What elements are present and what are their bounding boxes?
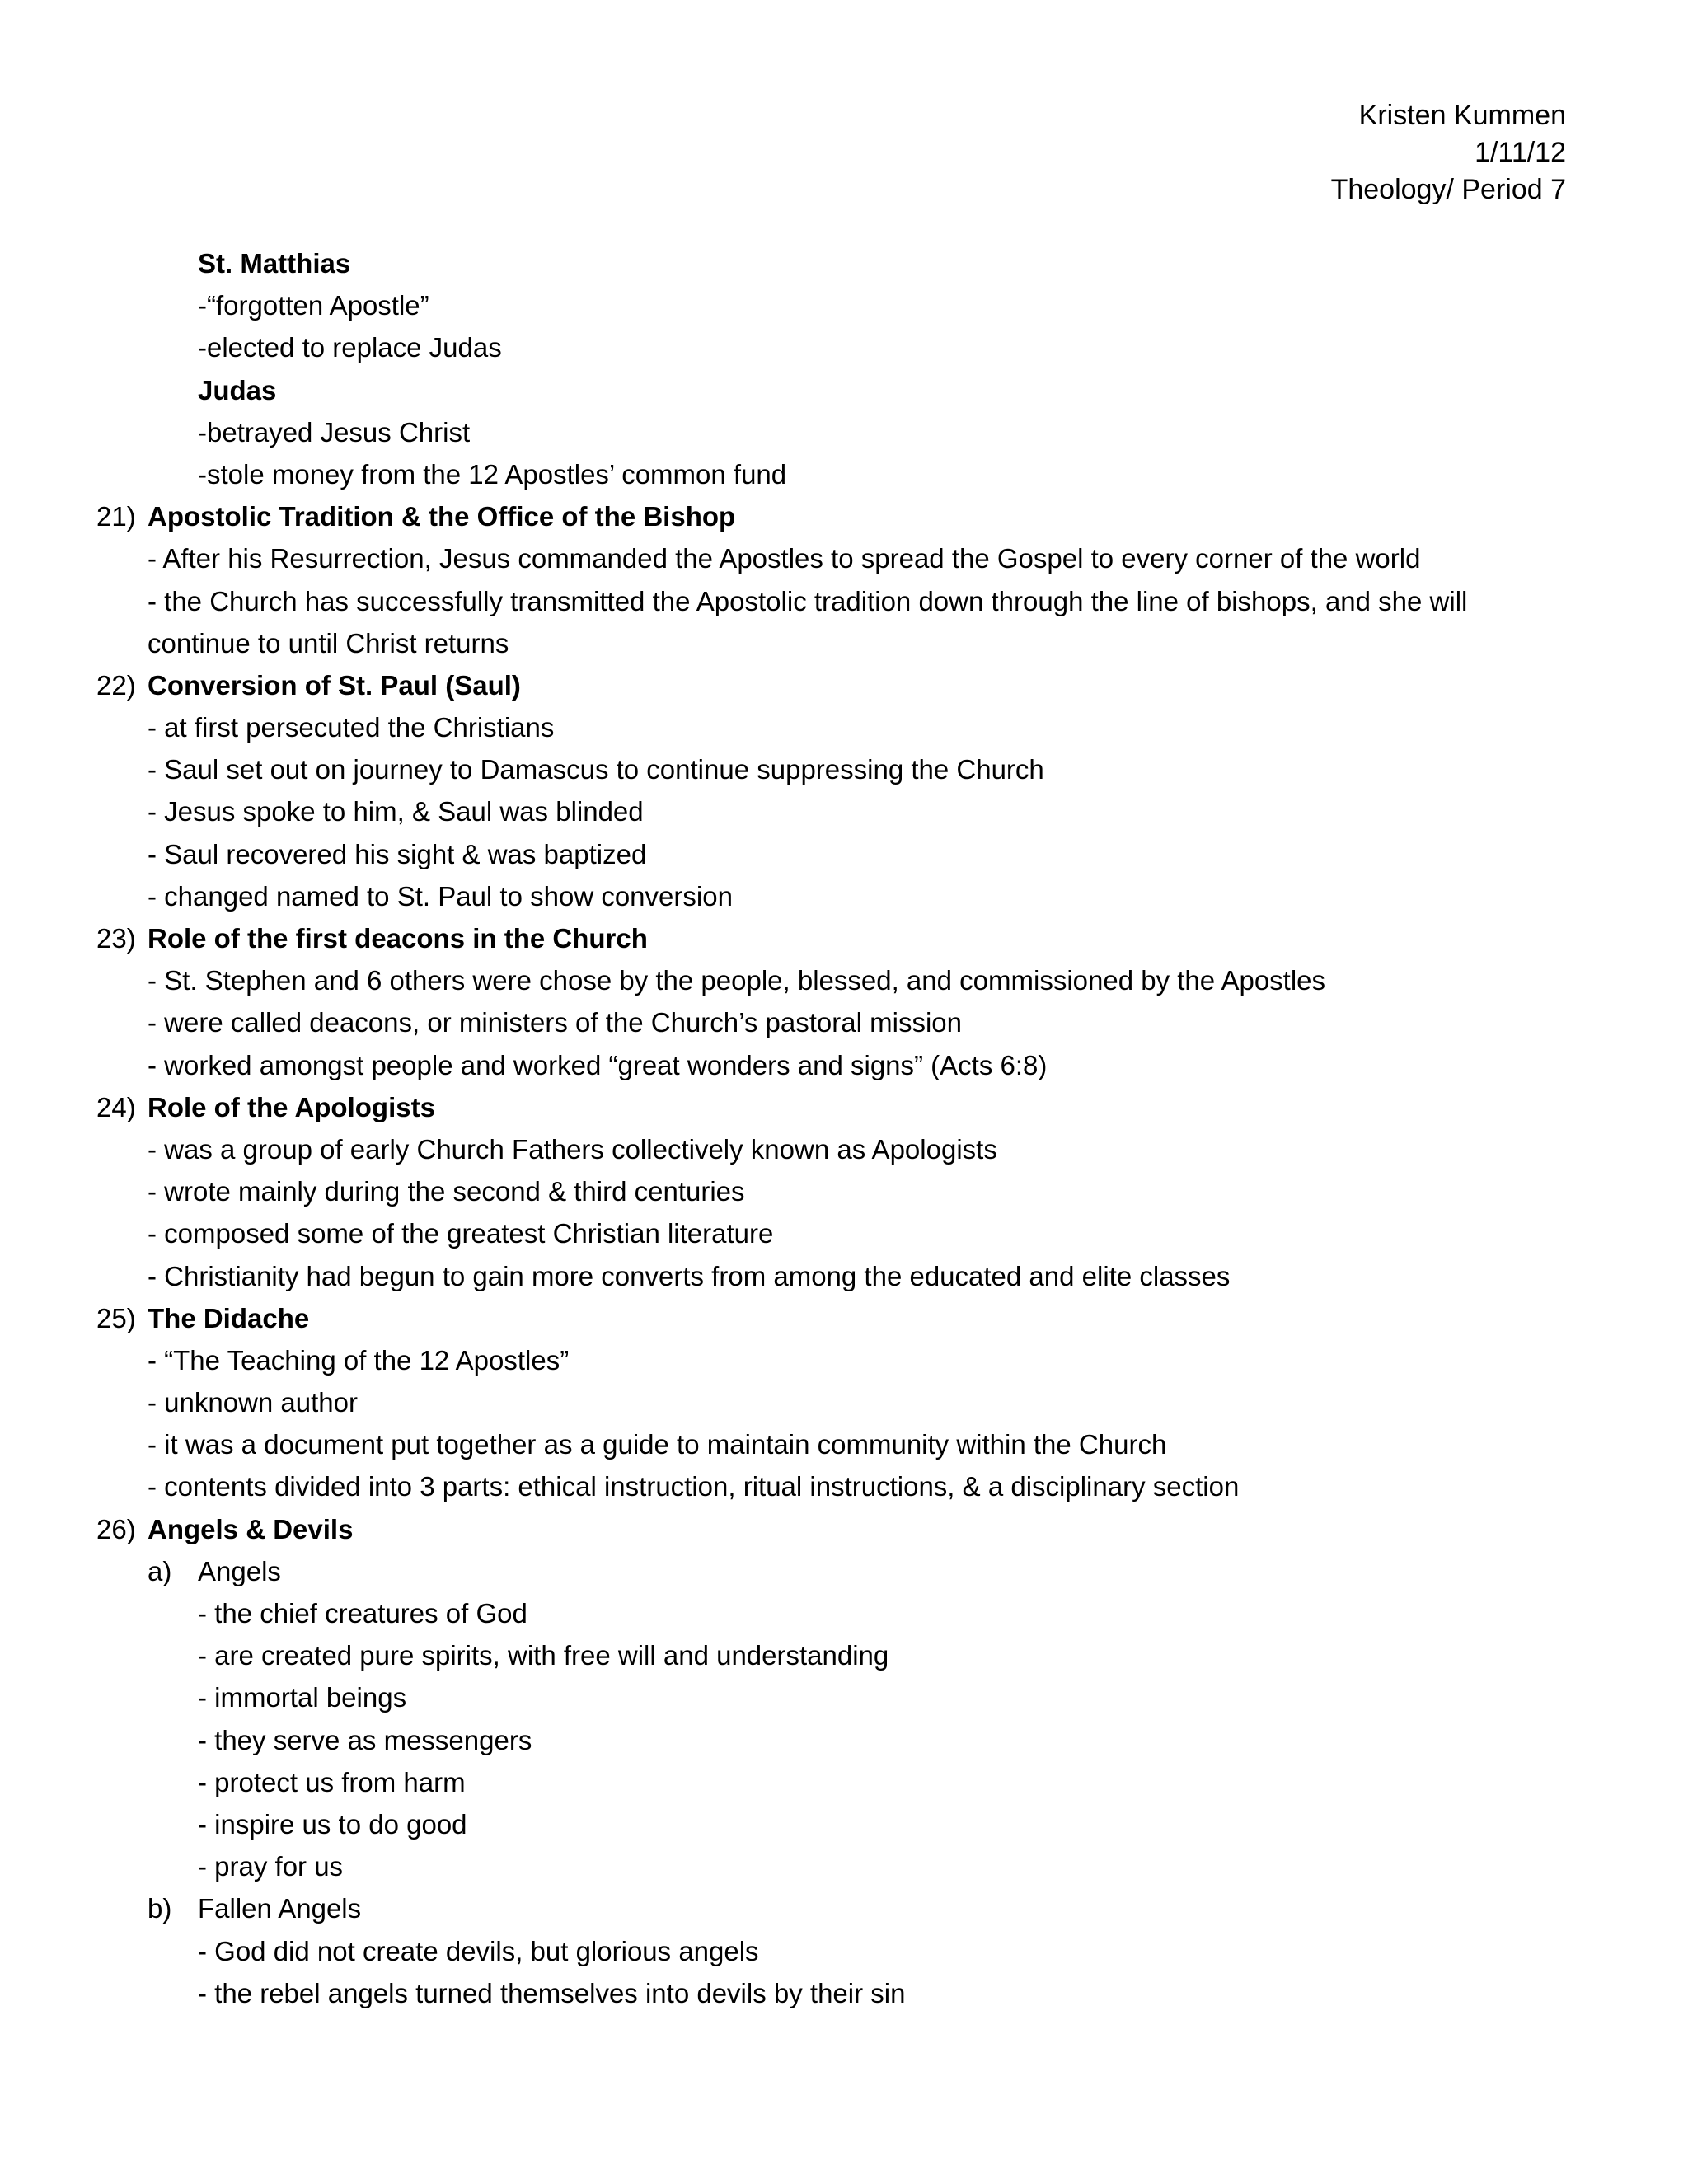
judas-point: -betrayed Jesus Christ: [198, 416, 471, 448]
subitem-b-heading: [0, 1887, 1688, 1929]
item-point: - was a group of early Church Fathers collectively known as Apologists: [148, 1133, 997, 1165]
item-title: Angels & Devils: [148, 1513, 354, 1544]
item-point: - After his Resurrection, Jesus commanded the Apostles to spread the Gospel to every corner of the world: [148, 543, 1421, 574]
matthias-point: -“forgotten Apostle”: [198, 290, 429, 321]
item-title: Apostolic Tradition & the Office of the Bishop: [148, 501, 736, 532]
subitem-point: - protect us from harm: [198, 1766, 466, 1797]
date: 1/11/12: [1475, 137, 1566, 168]
item-point: - unknown author: [148, 1387, 358, 1418]
item-number: 26): [96, 1513, 136, 1544]
item-title: The Didache: [148, 1302, 310, 1333]
subitem-letter: b): [148, 1893, 172, 1924]
subitem-point: - God did not create devils, but glorious angels: [198, 1935, 759, 1966]
item-point: - Saul recovered his sight & was baptized: [148, 838, 647, 869]
subitem-point: - the chief creatures of God: [198, 1598, 528, 1629]
item-title: Conversion of St. Paul (Saul): [148, 669, 521, 701]
subitem-title: Angels: [198, 1555, 281, 1586]
subitem-point: - immortal beings: [198, 1682, 407, 1713]
subitem-point: - the rebel angels turned themselves into devils by their sin: [198, 1977, 906, 2008]
item-point: continue to until Christ returns: [148, 627, 509, 658]
item-number: 22): [96, 669, 136, 701]
judas-point: -stole money from the 12 Apostles’ common fund: [198, 458, 787, 490]
item-number: 21): [96, 501, 136, 532]
item-number: 24): [96, 1091, 136, 1122]
item-point: - it was a document put together as a guide to maintain community within the Church: [148, 1429, 1167, 1460]
subitem-point: - they serve as messengers: [198, 1724, 532, 1755]
subitem-point: - inspire us to do good: [198, 1808, 467, 1840]
item-24-heading: [0, 1086, 1688, 1128]
author-name: Kristen Kummen: [1358, 100, 1566, 131]
matthias-point: -elected to replace Judas: [198, 332, 502, 363]
item-25-heading: [0, 1297, 1688, 1339]
item-point: - the Church has successfully transmitted the Apostolic tradition down through the line of bishops, and she will: [148, 585, 1468, 616]
header-block: [1331, 97, 1566, 209]
item-title: Role of the Apologists: [148, 1091, 435, 1122]
subitem-letter: a): [148, 1555, 172, 1586]
subitem-title: Fallen Angels: [198, 1893, 362, 1924]
item-22-heading: [0, 664, 1688, 706]
item-point: - composed some of the greatest Christian literature: [148, 1218, 774, 1249]
item-title: Role of the first deacons in the Church: [148, 923, 648, 954]
matthias-heading: St. Matthias: [198, 248, 351, 279]
document-body: [0, 242, 1688, 2014]
item-point: - at first persecuted the Christians: [148, 712, 555, 743]
subitem-point: - are created pure spirits, with free will and understanding: [198, 1640, 889, 1671]
item-point: - Saul set out on journey to Damascus to continue suppressing the Church: [148, 754, 1044, 785]
item-26-heading: [0, 1508, 1688, 1550]
item-point: - changed named to St. Paul to show conversion: [148, 880, 733, 912]
item-number: 23): [96, 923, 136, 954]
item-point: - worked amongst people and worked “great wonders and signs” (Acts 6:8): [148, 1049, 1048, 1080]
item-point: - St. Stephen and 6 others were chose by the people, blessed, and commissioned by the Apostles: [148, 965, 1326, 996]
subitem-point: - pray for us: [198, 1851, 344, 1882]
item-23-heading: [0, 917, 1688, 959]
item-point: - Christianity had begun to gain more converts from among the educated and elite classes: [148, 1260, 1231, 1291]
item-point: - contents divided into 3 parts: ethical instruction, ritual instructions, & a disciplinary section: [148, 1471, 1240, 1502]
item-point: - “The Teaching of the 12 Apostles”: [148, 1344, 570, 1376]
item-point: - were called deacons, or ministers of the Church’s pastoral mission: [148, 1007, 962, 1038]
item-21-heading: [0, 495, 1688, 537]
class-period: Theology/ Period 7: [1330, 174, 1566, 205]
item-point: - Jesus spoke to him, & Saul was blinded: [148, 796, 644, 827]
subitem-a-heading: [0, 1550, 1688, 1592]
judas-heading: Judas: [198, 374, 277, 405]
item-point: - wrote mainly during the second & third centuries: [148, 1176, 745, 1207]
item-number: 25): [96, 1302, 136, 1333]
